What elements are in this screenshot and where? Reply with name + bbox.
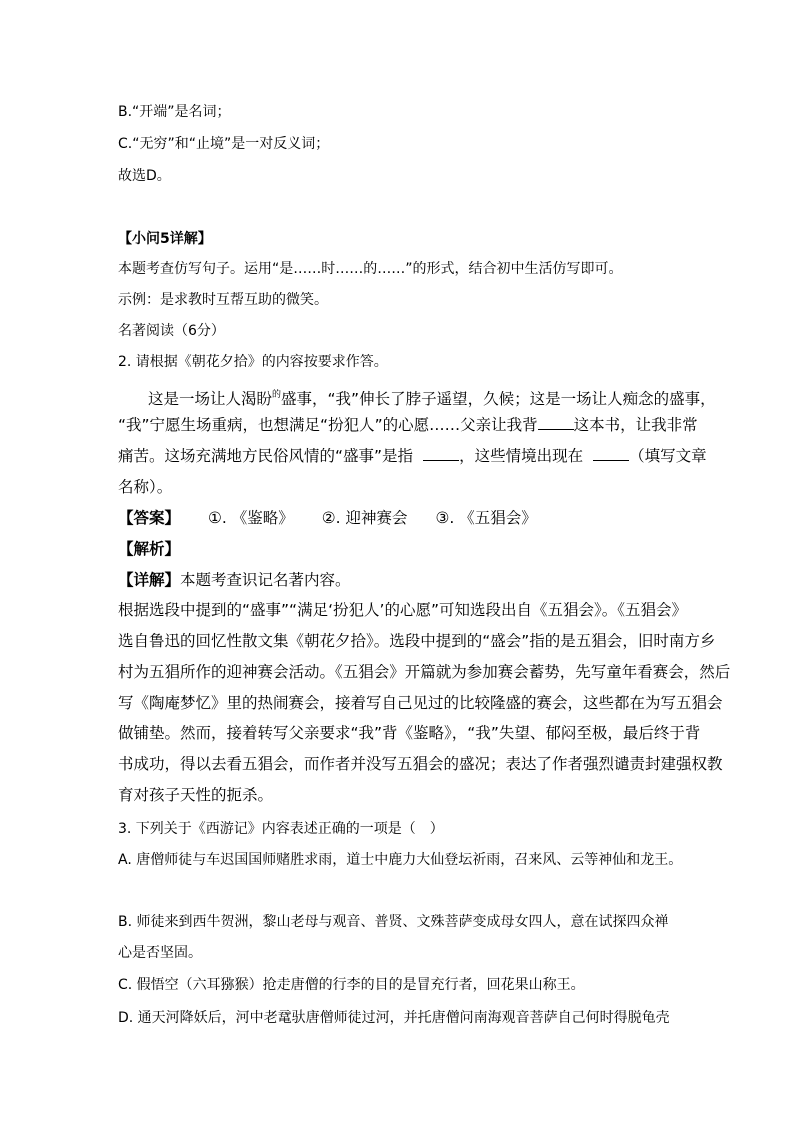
answer-item-1: ①. 《鉴略》 (208, 509, 294, 527)
conclusion-line: 故选D。 (118, 168, 171, 184)
passage-text: 盛事，“我”伸长了脖子遥望，久候；这是一场让人痴念的盛事， (281, 390, 716, 408)
passage-superscript: 的 (272, 390, 282, 400)
q2-passage-line-2 (118, 415, 698, 435)
passage-text: “我”宁愿生场重病，也想满足“扮犯人”的心愿……父亲让我背 (118, 416, 538, 434)
q2-passage-line-4: 名称）。 (118, 478, 173, 496)
q3-option-d: D. 通天河降妖后，河中老鼋驮唐僧师徒过河，并托唐僧问南海观音菩萨自己何时得脱龟壳 (118, 1010, 670, 1026)
analysis-line-2: 选自鲁迅的回忆性散文集《朝花夕拾》。选段中提到的“盛会”指的是五猖会，旧时南方乡 (118, 632, 716, 650)
q3-option-b-line-1: B. 师徒来到西牛贺洲，黎山老母与观音、普贤、文殊菩萨变成母女四人，意在试探四众禅 (118, 914, 669, 930)
q3-question: 3. 下列关于《西游记》内容表述正确的一项是（ ） (118, 821, 444, 837)
answer-blank-1 (538, 415, 574, 430)
passage-text: 痛苦。这场充满地方民俗风情的“盛事”是指 (118, 447, 414, 465)
passage-text: 这本书，让我非常 (573, 416, 698, 434)
passage-text: 这是一场让人渴盼 (148, 390, 273, 408)
analysis-label: 【解析】 (118, 540, 181, 558)
analysis-line-1: 根据选段中提到的“盛事”“满足‘扮犯人’的心愿”可知选段出自《五猖会》。《五猖会》 (118, 601, 687, 619)
passage-text: ，这些情境出现在 (459, 447, 584, 465)
analysis-line-5: 做铺垫。然而，接着转写父亲要求“我”背《鉴略》，“我”失望、郁闷至极，最后终于背 (118, 724, 701, 742)
passage-text: （填写文章 (629, 447, 707, 465)
q3-option-a: A. 唐僧师徒与车迟国国师赌胜求雨，道士中鹿力大仙登坛祈雨，召来风、云等神仙和龙王。 (118, 852, 683, 868)
answer-blank-3 (593, 446, 629, 461)
q2-question: 2. 请根据《朝花夕拾》的内容按要求作答。 (118, 354, 388, 370)
q5-explanation: 本题考查仿写句子。运用“是……时……的……”的形式，结合初中生活仿写即可。 (118, 261, 623, 277)
option-c-previous: C.“无穷”和“止境”是一对反义词； (118, 136, 330, 152)
answer-blank-2 (423, 446, 459, 461)
analysis-line-3: 村为五猖所作的迎神赛会活动。《五猖会》开篇就为参加赛会蓄势，先写童年看赛会，然后 (118, 663, 731, 681)
analysis-line-7: 育对孩子天性的扼杀。 (118, 786, 274, 804)
option-b-previous: B.“开端”是名词； (118, 104, 231, 120)
detail-text: 本题考查识记名著内容。 (180, 571, 351, 589)
answer-item-2: ②. 迎神赛会 (321, 509, 408, 527)
detail-line (118, 570, 351, 590)
q2-passage-line-3 (118, 446, 707, 466)
q5-example: 示例：是求教时互帮互助的微笑。 (118, 292, 328, 308)
q3-option-b-line-2: 心是否坚固。 (118, 945, 202, 961)
q3-option-c: C. 假悟空（六耳猕猴）抢走唐僧的行李的目的是冒充行者，回花果山称王。 (118, 977, 585, 993)
q5-detail-header: 【小问5详解】 (118, 231, 212, 247)
analysis-line-4: 写《陶庵梦忆》里的热闹赛会，接着写自己见过的比较隆盛的赛会，这些都在为写五猖会 (118, 694, 723, 712)
detail-label: 【详解】 (118, 571, 181, 589)
analysis-line-6: 书成功，得以去看五猖会，而作者并没写五猖会的盛况；表达了作者强烈谴责封建强权教 (118, 755, 723, 773)
section-title: 名著阅读（6分） (118, 323, 225, 339)
answer-label: 【答案】 (118, 509, 181, 527)
answer-item-3: ③. 《五猖会》 (435, 509, 537, 527)
q2-passage-line-1 (148, 385, 716, 409)
q2-answer-row (118, 508, 537, 528)
